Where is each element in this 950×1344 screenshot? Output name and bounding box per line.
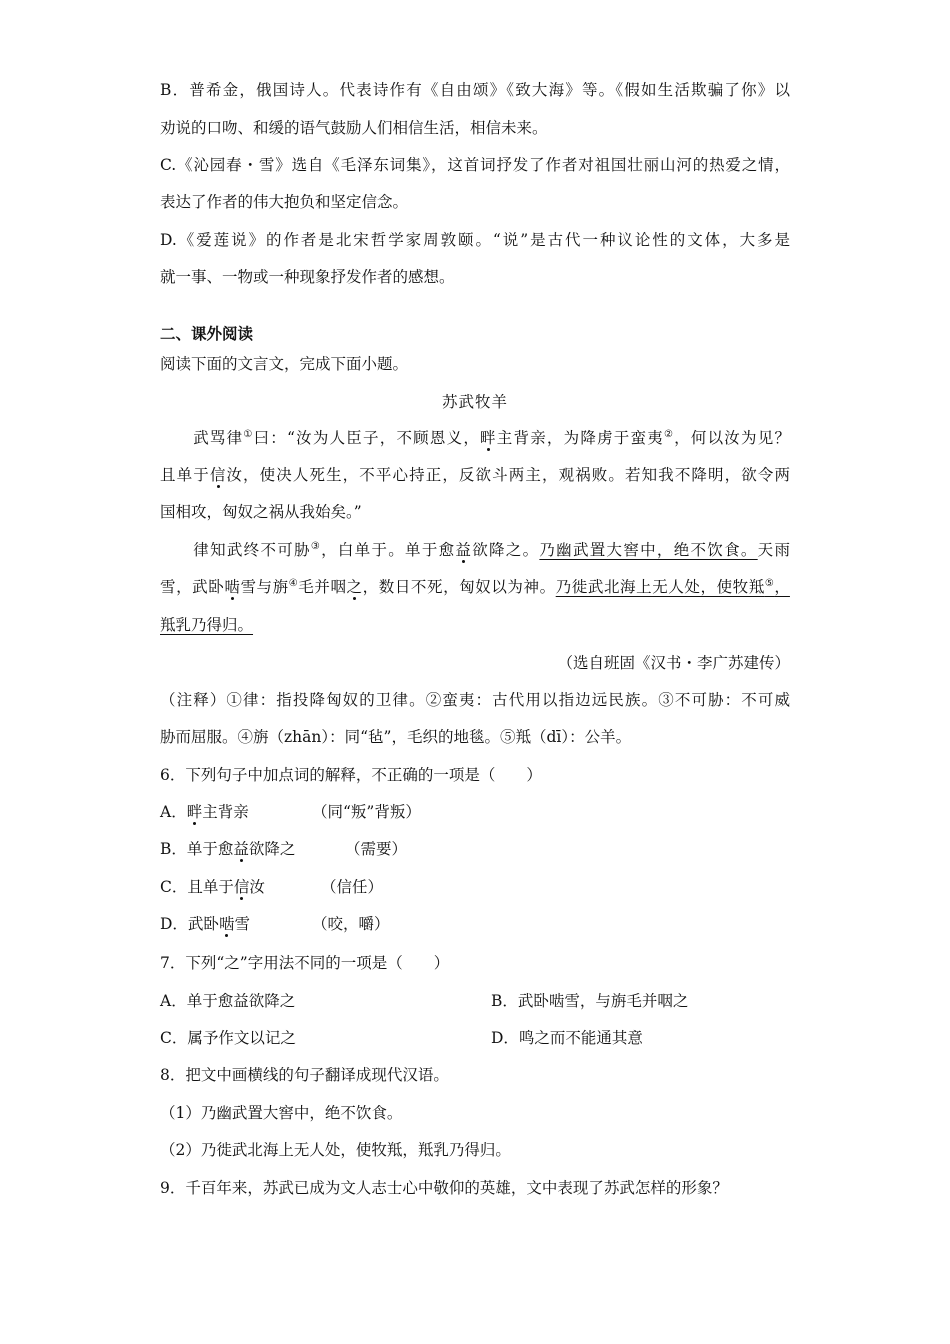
option-d-line2: 就一事、一物或一种现象抒发作者的感想。 xyxy=(160,268,455,286)
section-heading: 二、课外阅读 xyxy=(160,324,254,343)
passage-notes-line2: 胁而屈服。④旃（zhān）：同“毡”，毛织的地毯。⑤羝（dī）：公羊。 xyxy=(160,728,632,746)
underlined-sentence-2: 乃徙武北海上无人处，使牧羝⑤， xyxy=(555,577,790,596)
q6-option-c[interactable]: C．且单于信汝 xyxy=(160,878,265,896)
passage-p1-line1: 武骂律①曰：“汝为人臣子，不顾恩义，畔主背亲，为降虏于蛮夷②，何以汝为见？ xyxy=(192,428,790,447)
option-c-line1: C.《沁园春・雪》选自《毛泽东词集》，这首词抒发了作者对祖国壮丽山河的热爱之情， xyxy=(160,156,790,174)
q9-stem: 9．千百年来，苏武已成为文人志士心中敬仰的英雄，文中表现了苏武怎样的形象？ xyxy=(160,1179,728,1197)
q7-option-b[interactable]: B．武卧啮雪，与旃毛并咽之 xyxy=(491,992,689,1010)
emphasized-word-xin: 信 xyxy=(209,466,227,484)
q7-option-c[interactable]: C．属予作文以记之 xyxy=(160,1029,296,1047)
passage-source: （选自班固《汉书・李广苏建传） xyxy=(557,654,790,672)
q8-sentence-2: （2）乃徙武北海上无人处，使牧羝，羝乳乃得归。 xyxy=(160,1141,511,1159)
passage-title: 苏武牧羊 xyxy=(441,393,508,411)
q7-stem: 7．下列“之”字用法不同的一项是（ ） xyxy=(160,954,450,972)
q6-stem: 6．下列句子中加点词的解释，不正确的一项是（ ） xyxy=(160,766,542,784)
option-b-line2: 劝说的口吻、和缓的语气鼓励人们相信生活，相信未来。 xyxy=(160,119,548,137)
q6-option-a-explanation: （同“叛”背叛） xyxy=(312,803,421,821)
q6-option-b[interactable]: B．单于愈益欲降之 xyxy=(160,840,296,858)
emphasized-word-yi: 益 xyxy=(455,541,473,559)
emphasized-word-pan: 畔 xyxy=(480,429,497,447)
q6-option-b-explanation: （需要） xyxy=(345,840,408,858)
passage-p1-line3: 国相攻，匈奴之祸从我始矣。” xyxy=(160,503,362,521)
underlined-sentence-1: 乃幽武置大窖中，绝不饮食。 xyxy=(539,541,758,559)
q8-sentence-1: （1）乃幽武置大窖中，绝不饮食。 xyxy=(160,1104,403,1122)
passage-p2-line3: 羝乳乃得归。 xyxy=(160,616,254,634)
passage-p2-line1: 律知武终不可胁③，白单于。单于愈益欲降之。乃幽武置大窖中，绝不饮食。天雨 xyxy=(192,540,790,559)
q7-option-a[interactable]: A．单于愈益欲降之 xyxy=(160,992,296,1010)
option-c-line2: 表达了作者的伟大抱负和坚定信念。 xyxy=(160,193,409,211)
passage-p2-line2: 雪，武卧啮雪与旃④毛并咽之，数日不死，匈奴以为神。乃徙武北海上无人处，使牧羝⑤， xyxy=(160,577,790,596)
q6-option-d-explanation: （咬，嚼） xyxy=(312,915,390,933)
passage-notes-line1: （注释）①律：指投降匈奴的卫律。②蛮夷：古代用以指边远民族。③不可胁：不可威 xyxy=(160,691,790,709)
option-b-line1: B．普希金，俄国诗人。代表诗作有《自由颂》《致大海》等。《假如生活欺骗了你》以 xyxy=(160,81,790,99)
option-d-line1: D.《爱莲说》的作者是北宋哲学家周敦颐。“说”是古代一种议论性的文体，大多是 xyxy=(160,231,790,249)
q6-option-c-explanation: （信任） xyxy=(321,878,384,896)
q8-stem: 8．把文中画横线的句子翻译成现代汉语。 xyxy=(160,1066,449,1084)
emphasized-word-zhi: 之 xyxy=(346,578,363,596)
q7-option-d[interactable]: D．鸣之而不能通其意 xyxy=(491,1029,643,1047)
emphasized-word-nie: 啮 xyxy=(224,578,241,596)
passage-p1-line2: 且单于信汝，使决人死生，不平心持正，反欲斗两主，观祸败。若知我不降明，欲令两 xyxy=(160,466,790,484)
q6-option-a[interactable]: A．畔主背亲 xyxy=(160,803,249,821)
section-instruction: 阅读下面的文言文，完成下面小题。 xyxy=(160,355,409,373)
q6-option-d[interactable]: D．武卧啮雪 xyxy=(160,915,250,933)
